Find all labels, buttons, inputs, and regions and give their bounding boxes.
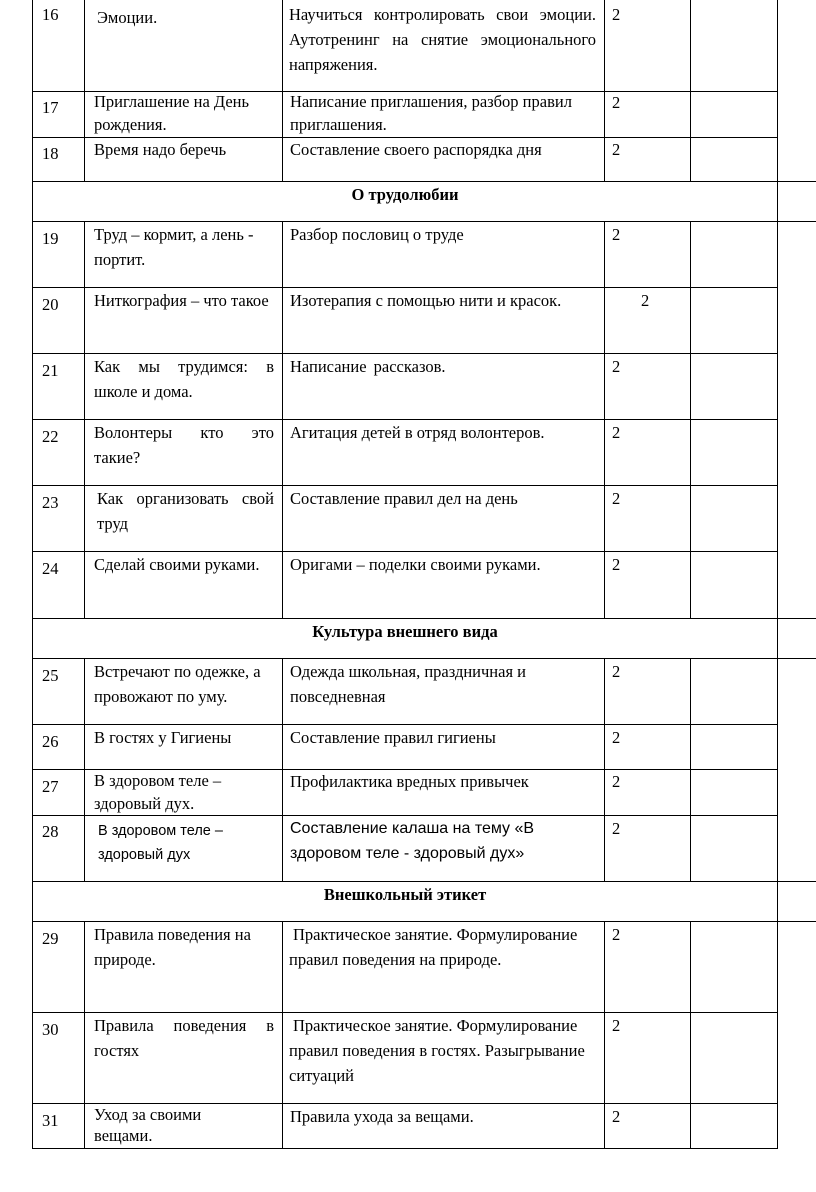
row-topic: Волонтеры кто это такие? bbox=[94, 423, 274, 467]
row-topic: Сделай своими руками. bbox=[94, 555, 260, 574]
row-number: 30 bbox=[42, 1020, 59, 1039]
row-divider bbox=[32, 1148, 778, 1149]
row-content: Оригами – поделки своими руками. bbox=[290, 555, 541, 574]
row-hours: 2 bbox=[612, 357, 621, 376]
section-heading: Культура внешнего вида bbox=[312, 622, 498, 641]
section-heading: О трудолюбии bbox=[351, 185, 459, 204]
column-divider bbox=[84, 221, 85, 619]
row-content: Изотерапия с помощью нити и красок. bbox=[290, 291, 562, 310]
row-number: 29 bbox=[42, 929, 59, 948]
row-hours: 2 bbox=[612, 728, 621, 747]
row-topic: Труд – кормит, а лень - портит. bbox=[94, 225, 254, 269]
row-topic: Время надо беречь bbox=[94, 140, 227, 159]
row-number: 31 bbox=[42, 1111, 59, 1130]
row-hours: 2 bbox=[612, 555, 621, 574]
row-topic: Уход за своими вещами. bbox=[94, 1105, 202, 1145]
column-divider bbox=[84, 658, 85, 882]
column-divider bbox=[282, 221, 283, 619]
row-topic: Эмоции. bbox=[97, 8, 158, 27]
row-content: Правила ухода за вещами. bbox=[290, 1107, 474, 1126]
row-topic: В гостях у Гигиены bbox=[94, 728, 232, 747]
row-topic: Правила поведения в гостях bbox=[94, 1016, 274, 1060]
column-divider bbox=[84, 921, 85, 1149]
column-divider bbox=[604, 221, 605, 619]
row-number: 16 bbox=[42, 5, 59, 24]
row-hours: 2 bbox=[641, 291, 650, 310]
row-number: 27 bbox=[42, 777, 59, 796]
row-topic: В здоровом теле – здоровый дух bbox=[98, 823, 223, 863]
row-number: 19 bbox=[42, 229, 59, 248]
row-content: Разбор пословиц о труде bbox=[290, 225, 464, 244]
row-number: 26 bbox=[42, 732, 59, 751]
column-divider bbox=[690, 658, 691, 882]
row-content: Научиться контролировать свои эмоции. Аутотренинг на снятие эмоционального напряжения. bbox=[289, 5, 596, 74]
row-hours: 2 bbox=[612, 5, 621, 24]
column-divider bbox=[32, 0, 33, 1149]
row-content: Практическое занятие. Формулирование правил поведения на природе. bbox=[289, 925, 578, 969]
row-content: Составление правил дел на день bbox=[290, 489, 518, 508]
row-number: 18 bbox=[42, 144, 59, 163]
row-topic: Встречают по одежке, а провожают по уму. bbox=[94, 662, 261, 706]
row-content: Агитация детей в отряд волонтеров. bbox=[290, 423, 545, 442]
row-content: Практическое занятие. Формулирование правил поведения в гостях. Разыгрывание ситуаций bbox=[289, 1016, 585, 1085]
row-number: 23 bbox=[42, 493, 59, 512]
row-hours: 2 bbox=[612, 925, 621, 944]
column-divider bbox=[604, 0, 605, 182]
row-number: 20 bbox=[42, 295, 59, 314]
column-divider bbox=[282, 658, 283, 882]
column-divider bbox=[282, 0, 283, 182]
row-hours: 2 bbox=[612, 819, 621, 838]
column-divider bbox=[282, 921, 283, 1149]
row-number: 24 bbox=[42, 559, 59, 578]
row-number: 25 bbox=[42, 666, 59, 685]
column-divider bbox=[604, 921, 605, 1149]
row-number: 28 bbox=[42, 822, 59, 841]
row-number: 22 bbox=[42, 427, 59, 446]
row-hours: 2 bbox=[612, 489, 621, 508]
row-hours: 2 bbox=[612, 423, 621, 442]
row-topic: Приглашение на День рождения. bbox=[94, 92, 250, 134]
column-divider bbox=[690, 921, 691, 1149]
row-content: Составление калаша на тему «В здоровом теле - здоровый дух» bbox=[290, 820, 535, 862]
row-content: Написание рассказов. bbox=[290, 357, 446, 376]
column-divider bbox=[84, 0, 85, 182]
column-divider bbox=[777, 0, 778, 1149]
row-content: Написание приглашения, разбор правил приглашения. bbox=[290, 92, 572, 134]
row-content: Профилактика вредных привычек bbox=[290, 772, 529, 791]
row-topic: Как мы трудимся: в школе и дома. bbox=[94, 357, 274, 401]
row-content: Одежда школьная, праздничная и повседневная bbox=[290, 662, 527, 706]
row-hours: 2 bbox=[612, 93, 621, 112]
row-hours: 2 bbox=[612, 1016, 621, 1035]
row-topic: Ниткография – что такое bbox=[94, 291, 269, 310]
row-hours: 2 bbox=[612, 772, 621, 791]
row-topic: Как организовать свой труд bbox=[97, 489, 274, 533]
row-hours: 2 bbox=[612, 662, 621, 681]
column-divider bbox=[690, 221, 691, 619]
section-heading: Внешкольный этикет bbox=[323, 885, 487, 904]
row-content: Составление своего распорядка дня bbox=[290, 140, 542, 159]
row-hours: 2 bbox=[612, 140, 621, 159]
column-divider bbox=[690, 0, 691, 182]
row-hours: 2 bbox=[612, 1107, 621, 1126]
row-content: Составление правил гигиены bbox=[290, 728, 496, 747]
row-hours: 2 bbox=[612, 225, 621, 244]
row-topic: Правила поведения на природе. bbox=[94, 925, 251, 969]
row-number: 21 bbox=[42, 361, 59, 380]
column-divider bbox=[604, 658, 605, 882]
row-number: 17 bbox=[42, 98, 59, 117]
row-topic: В здоровом теле – здоровый дух. bbox=[94, 771, 222, 813]
